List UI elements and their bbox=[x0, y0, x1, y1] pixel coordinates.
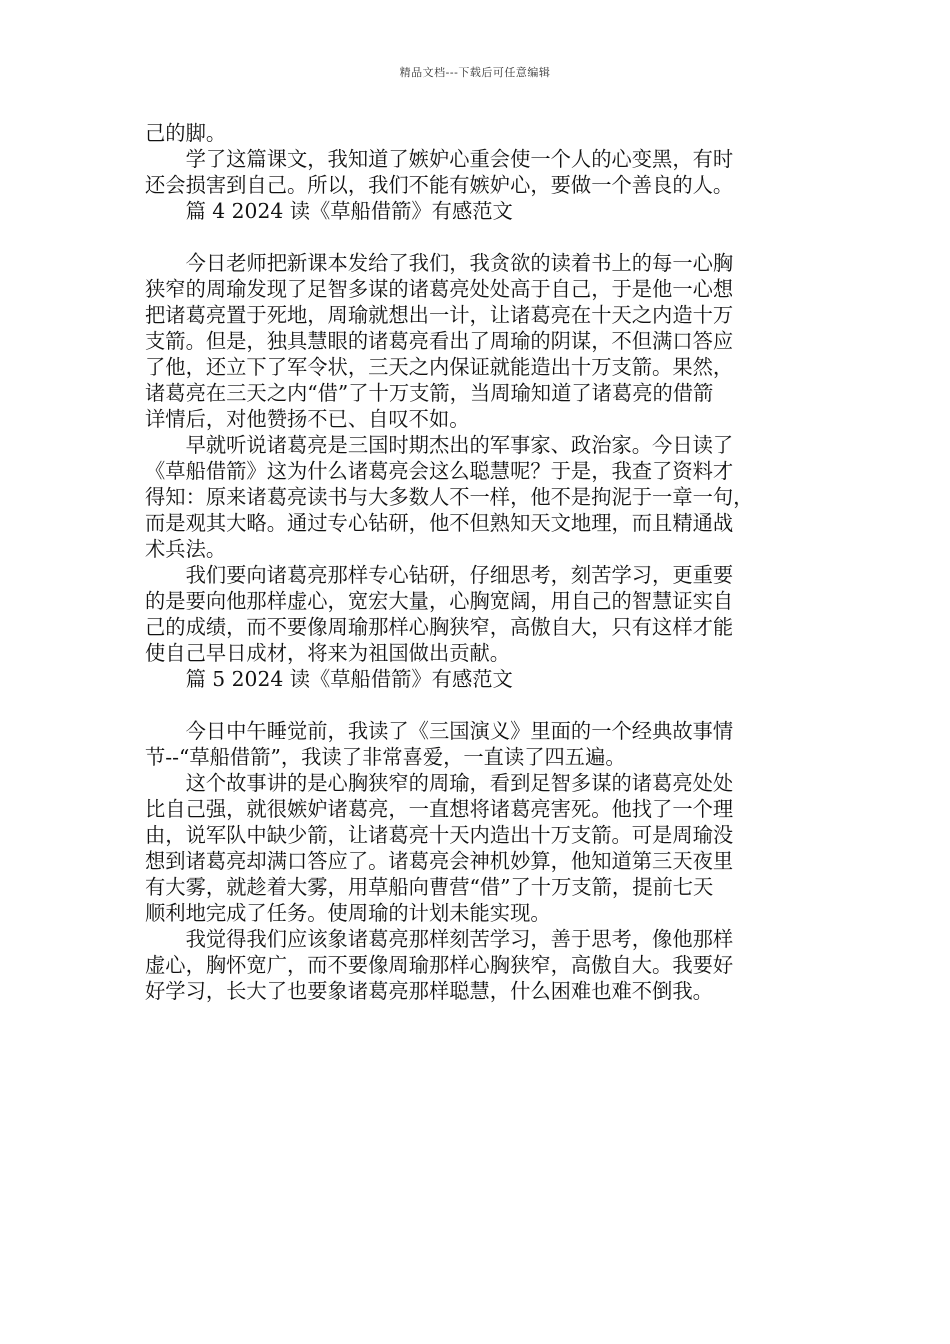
text-line: 想到诸葛亮却满口答应了。诸葛亮会神机妙算，他知道第三天夜里 bbox=[145, 849, 734, 873]
text-line: 得知：原来诸葛亮读书与大多数人不一样，他不是拘泥于一章一句， bbox=[145, 485, 754, 509]
page-header: 精品文档---下载后可任意编辑 bbox=[399, 66, 551, 79]
text-line: 虚心，胸怀宽广，而不要像周瑜那样心胸狭窄，高傲自大。我要好 bbox=[145, 953, 734, 977]
document-body bbox=[145, 120, 813, 1004]
text-line: 学了这篇课文，我知道了嫉妒心重会使一个人的心变黑，有时 bbox=[145, 147, 734, 171]
text-line: 今日老师把新课本发给了我们，我贪欲的读着书上的每一心胸 bbox=[145, 251, 734, 275]
text-line: 诸葛亮在三天之内“借”了十万支箭，当周瑜知道了诸葛亮的借箭 bbox=[145, 381, 714, 405]
text-line: 的是要向他那样虚心，宽宏大量，心胸宽阔，用自己的智慧证实自 bbox=[145, 589, 734, 613]
text-line: 比自己强，就很嫉妒诸葛亮，一直想将诸葛亮害死。他找了一个理 bbox=[145, 797, 734, 821]
blank-line bbox=[145, 692, 813, 718]
text-line: 己的成绩，而不要像周瑜那样心胸狭窄，高傲自大，只有这样才能 bbox=[145, 615, 734, 639]
text-line: 支箭。但是，独具慧眼的诸葛亮看出了周瑜的阴谋，不但满口答应 bbox=[145, 329, 734, 353]
blank-line bbox=[145, 224, 813, 250]
text-line: 狭窄的周瑜发现了足智多谋的诸葛亮处处高于自己，于是他一心想 bbox=[145, 277, 734, 301]
text-line: 把诸葛亮置于死地，周瑜就想出一计，让诸葛亮在十天之内造十万 bbox=[145, 303, 734, 327]
text-line: 术兵法。 bbox=[145, 537, 227, 561]
text-line: 今日中午睡觉前，我读了《三国演义》里面的一个经典故事情 bbox=[145, 719, 734, 743]
section-heading: 篇 5 2024 读《草船借箭》有感范文 bbox=[145, 667, 513, 691]
text-line: 详情后，对他赞扬不已、自叹不如。 bbox=[145, 407, 470, 431]
text-line: 节--“草船借箭”，我读了非常喜爱，一直读了四五遍。 bbox=[145, 745, 626, 769]
section-heading: 篇 4 2024 读《草船借箭》有感范文 bbox=[145, 199, 513, 223]
text-line: 我们要向诸葛亮那样专心钻研，仔细思考，刻苦学习，更重要 bbox=[145, 563, 734, 587]
text-line: 顺利地完成了任务。使周瑜的计划未能实现。 bbox=[145, 901, 551, 925]
text-line: 了他，还立下了军令状，三天之内保证就能造出十万支箭。果然， bbox=[145, 355, 734, 379]
text-line: 而是观其大略。通过专心钻研，他不但熟知天文地理，而且精通战 bbox=[145, 511, 734, 535]
text-line: 有大雾，就趁着大雾，用草船向曹营“借”了十万支箭，提前七天 bbox=[145, 875, 714, 899]
text-line: 《草船借箭》这为什么诸葛亮会这么聪慧呢？于是，我查了资料才 bbox=[145, 459, 734, 483]
text-line: 这个故事讲的是心胸狭窄的周瑜，看到足智多谋的诸葛亮处处 bbox=[145, 771, 734, 795]
text-line: 早就听说诸葛亮是三国时期杰出的军事家、政治家。今日读了 bbox=[145, 433, 734, 457]
text-line: 己的脚。 bbox=[145, 121, 227, 145]
text-line: 由，说军队中缺少箭，让诸葛亮十天内造出十万支箭。可是周瑜没 bbox=[145, 823, 734, 847]
text-line: 我觉得我们应该象诸葛亮那样刻苦学习，善于思考，像他那样 bbox=[145, 927, 734, 951]
text-line: 使自己早日成材，将来为祖国做出贡献。 bbox=[145, 641, 511, 665]
text-line: 好学习，长大了也要象诸葛亮那样聪慧，什么困难也难不倒我。 bbox=[145, 979, 713, 1003]
text-line: 还会损害到自己。所以，我们不能有嫉妒心，要做一个善良的人。 bbox=[145, 173, 734, 197]
